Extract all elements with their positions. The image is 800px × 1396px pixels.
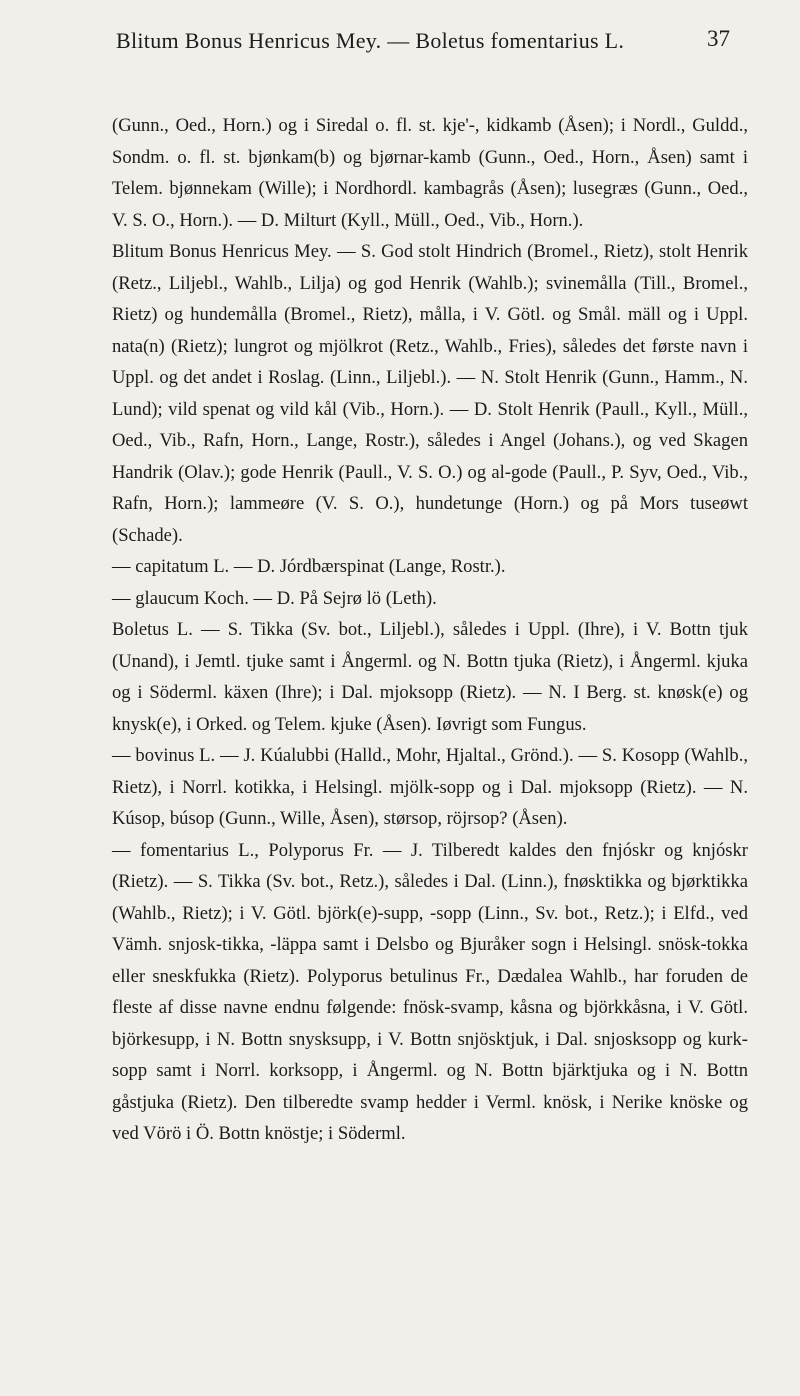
page-number: 37 (707, 26, 730, 51)
entry-glaucum: — glaucum Koch. — D. På Sejrø lö (Leth). (112, 587, 437, 609)
running-head: Blitum Bonus Henricus Mey. — Boletus fomentarius L. (116, 28, 625, 53)
entry-boletus: Boletus L. — S. Tikka (Sv. bot., Liljebl.), således i Uppl. (Ihre), i V. Bottn tjuk (Unand), i Jemtl. tjuke samt i Ångerml. og N. Bottn tjuka (Rietz), i Ångerml. kjuka og i Söderml. käxen (Ihre); i Dal. mjoksopp (Rietz). — N. I Berg. st. knøsk(e) og knysk(e), i Orked. og Telem. kjuke (Åsen). Iøvrigt som Fungus. (112, 619, 748, 735)
entry-bovinus: — bovinus L. — J. Kúalubbi (Halld., Mohr, Hjaltal., Grönd.). — S. Kosopp (Wahlb., Rietz), i Norrl. kotikka, i Helsingl. mjölk-sopp og i Dal. mjoksopp (Rietz). — N. Kúsop, búsop (Gunn., Wille, Åsen), størsop, röjrsop? (Åsen). (112, 745, 748, 829)
page-body (112, 110, 748, 1150)
entry-blitum-bonus-henricus: Blitum Bonus Henricus Mey. — S. God stolt Hindrich (Bromel., Rietz), stolt Henrik (Retz., Liljebl., Wahlb., Lilja) og god Henrik (Wahlb.); svinemålla (Till., Bromel., Rietz) og hundemålla (Bromel., Rietz), målla, i V. Götl. og Smål. mäll og i Uppl. nata(n) (Rietz); lungrot og mjölkrot (Retz., Wahlb., Fries), således det første navn i Uppl. og det andet i Roslag. (Linn., Liljebl.). — N. Stolt Henrik (Gunn., Hamm., N. Lund); vild spenat og vild kål (Vib., Horn.). — D. Stolt Henrik (Paull., Kyll., Müll., Oed., Vib., Rafn, Horn., Lange, Rostr.), således i Angel (Johans.), og ved Skagen Handrik (Olav.); gode Henrik (Paull., V. S. O.) og al-gode (Paull., P. Syv, Oed., Vib., Rafn, Horn.); lammeøre (V. S. O.), hundetunge (Horn.) og på Mors tuseøwt (Schade). (112, 241, 748, 546)
entry-fomentarius: — fomentarius L., Polyporus Fr. — J. Tilberedt kaldes den fnjóskr og knjóskr (Rietz). — S. Tikka (Sv. bot., Retz.), således i Dal. (Linn.), fnøsktikka og bjørktikka (Wahlb., Rietz); i V. Götl. björk(e)-supp, -sopp (Linn., Sv. bot., Retz.); i Elfd., ved Vämh. snjosk-tikka, -läppa samt i Delsbo og Bjuråker sogn i Helsingl. snösk-tokka eller sneskfukka (Rietz). Polyporus betulinus Fr., Dædalea Wahlb., har foruden de fleste af disse navne endnu følgende: fnösk-svamp, kåsna og björkkåsna, i V. Götl. björkesupp, i N. Bottn snysksupp, i V. Bottn snjösktjuk, i Dal. snjosksopp og kurk-sopp samt i Norrl. korksopp, i Ångerml. og N. Bottn bjärktjuka og i N. Bottn gåstjuka (Rietz). Den tilberedte svamp hedder i Verml. knösk, i Nerike knöske og ved Vörö i Ö. Bottn knöstje; i Söderml. (112, 839, 748, 1144)
entry-capitatum: — capitatum L. — D. Jórdbærspinat (Lange, Rostr.). (112, 556, 506, 577)
paragraph-continuation: (Gunn., Oed., Horn.) og i Siredal o. fl. st. kje'-, kidkamb (Åsen); i Nordl., Guldd., Sondm. o. fl. st. bjønkam(b) og bjørnar-kamb (Gunn., Oed., Horn., Åsen) samt i Telem. bjønnekam (Wille); i Nordhordl. kambagrås (Åsen); lusegræs (Gunn., Oed., V. S. O., Horn.). — D. Milturt (Kyll., Müll., Oed., Vib., Horn.). (112, 115, 748, 231)
page-header (116, 18, 730, 58)
